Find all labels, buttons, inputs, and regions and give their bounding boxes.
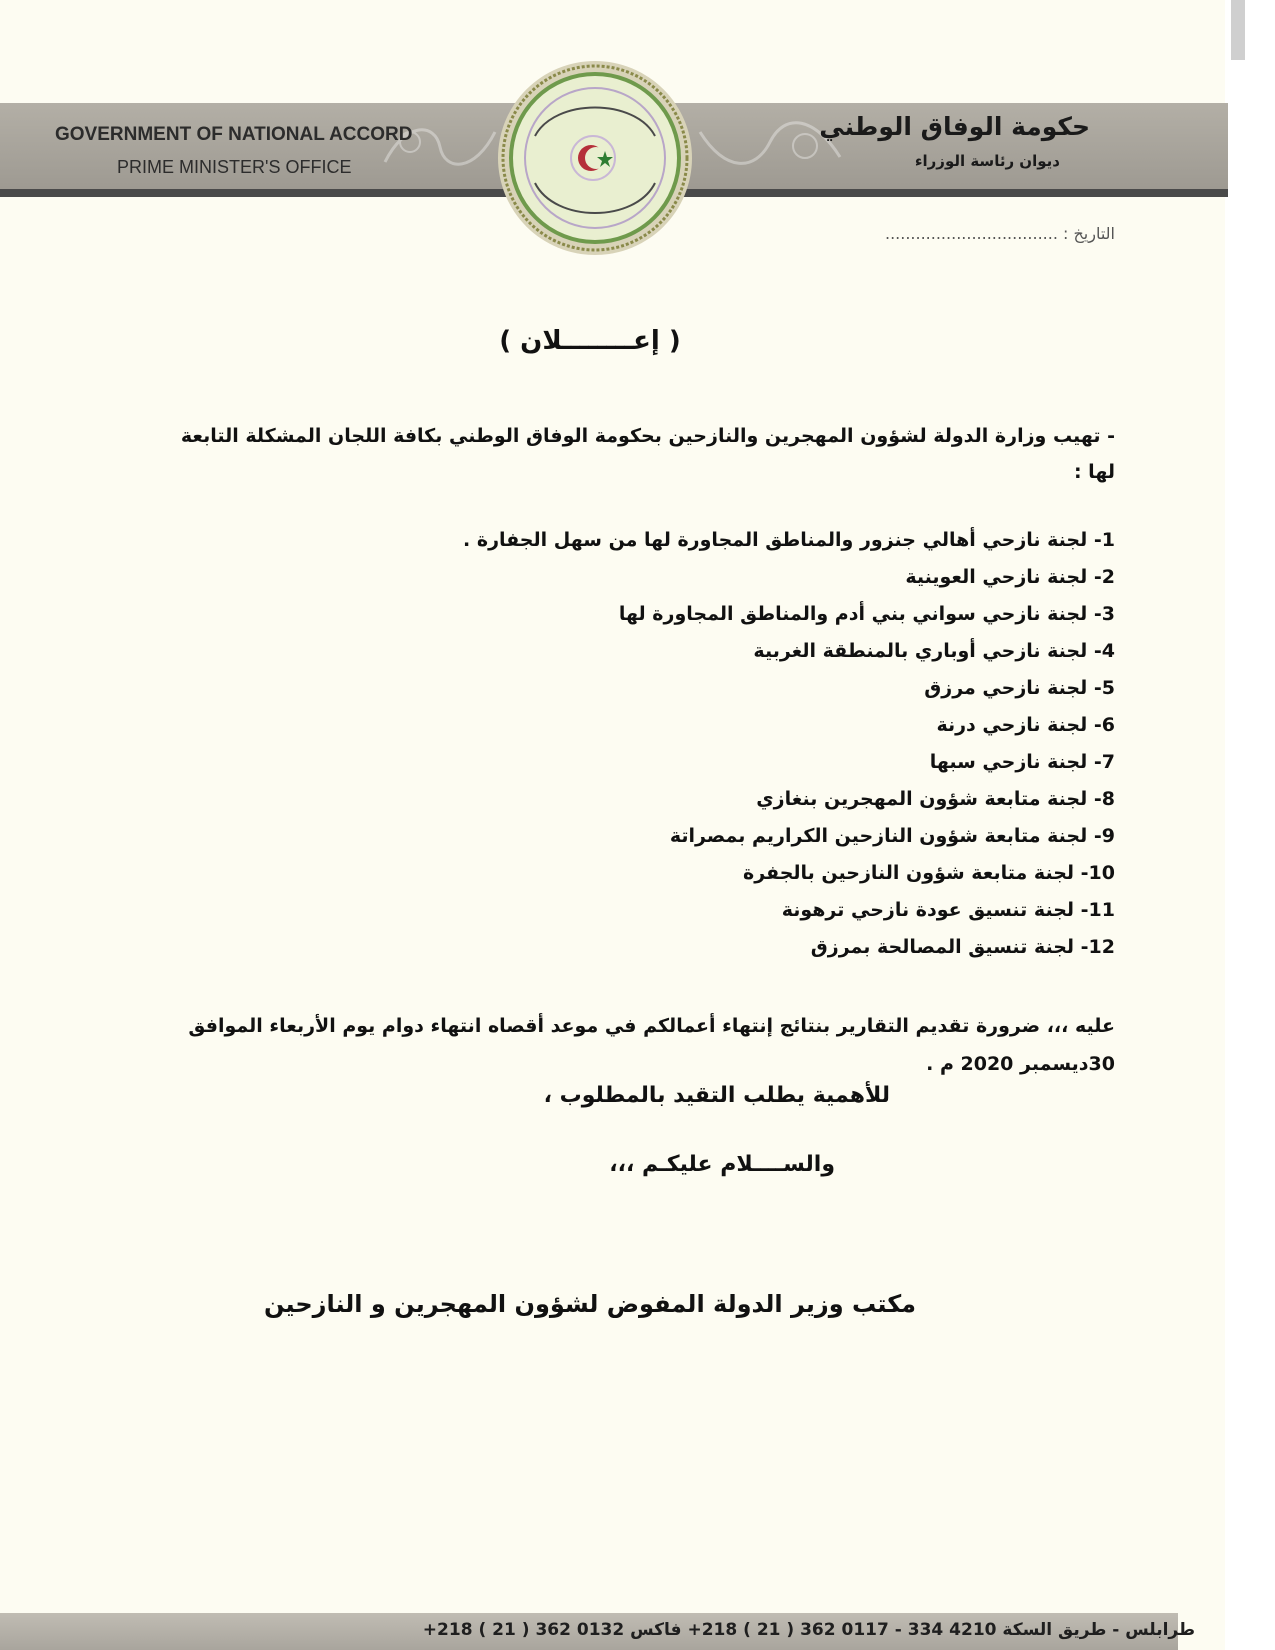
ar-letterhead-subtitle: ديوان رئاسة الوزراء: [914, 152, 1060, 170]
date-field: التاريخ : ..................................: [884, 224, 1115, 243]
en-letterhead-title: GOVERNMENT OF NATIONAL ACCORD: [55, 124, 413, 145]
scan-margin: [1225, 0, 1275, 1650]
list-item: 1- لجنة نازحي أهالي جنزور والمناطق المجاورة لها من سهل الجفارة .: [463, 529, 1115, 551]
greeting: والســــلام عليكـم ،،،: [609, 1152, 835, 1177]
signature-block: مكتب وزير الدولة المفوض لشؤون المهجرين و النازحين: [263, 1290, 917, 1318]
list-item: 12- لجنة تنسيق المصالحة بمرزق: [810, 936, 1115, 958]
list-item: 3- لجنة نازحي سواني بني أدم والمناطق المجاورة لها: [618, 603, 1115, 625]
list-item: 7- لجنة نازحي سبها: [929, 751, 1115, 773]
committee-list: [355, 525, 1115, 969]
list-item: 2- لجنة نازحي العوينية: [905, 566, 1115, 588]
list-item: 8- لجنة متابعة شؤون المهجرين بنغازي: [756, 788, 1115, 810]
footer-contact: طرابلس - طريق السكة 4210 334 - 0117 362 ( 21 ) 218+ فاكس 0132 362 ( 21 ) 218+: [422, 1620, 1195, 1640]
list-item: 9- لجنة متابعة شؤون النازحين الكراريم بمصراتة: [669, 825, 1115, 847]
scan-artifact: [1231, 0, 1245, 60]
importance-note: للأهمية يطلب التقيد بالمطلوب ،: [543, 1083, 890, 1108]
intro-paragraph: - تهيب وزارة الدولة لشؤون المهجرين والنازحين بحكومة الوفاق الوطني بكافة اللجان المشكلة التابعة لها :: [180, 425, 1115, 483]
list-item: 11- لجنة تنسيق عودة نازحي ترهونة: [781, 899, 1115, 921]
government-seal-icon: [495, 58, 695, 258]
list-item: 6- لجنة نازحي درنة: [936, 714, 1115, 736]
ar-letterhead-title: حكومة الوفاق الوطني: [819, 112, 1090, 141]
list-item: 10- لجنة متابعة شؤون النازحين بالجفرة: [742, 862, 1115, 884]
en-letterhead-subtitle: PRIME MINISTER'S OFFICE: [117, 157, 352, 177]
closing-paragraph: عليه ،،، ضرورة تقديم التقارير بنتائج إنتهاء أعمالكم في موعد أقصاه انتهاء دوام يوم الأربعاء الموافق 30ديسمبر 2020 م .: [188, 1015, 1115, 1075]
list-item: 4- لجنة نازحي أوباري بالمنطقة الغربية: [753, 640, 1115, 662]
announcement-heading: ( إعــــــــلان ): [499, 326, 681, 356]
list-item: 5- لجنة نازحي مرزق: [924, 677, 1115, 699]
